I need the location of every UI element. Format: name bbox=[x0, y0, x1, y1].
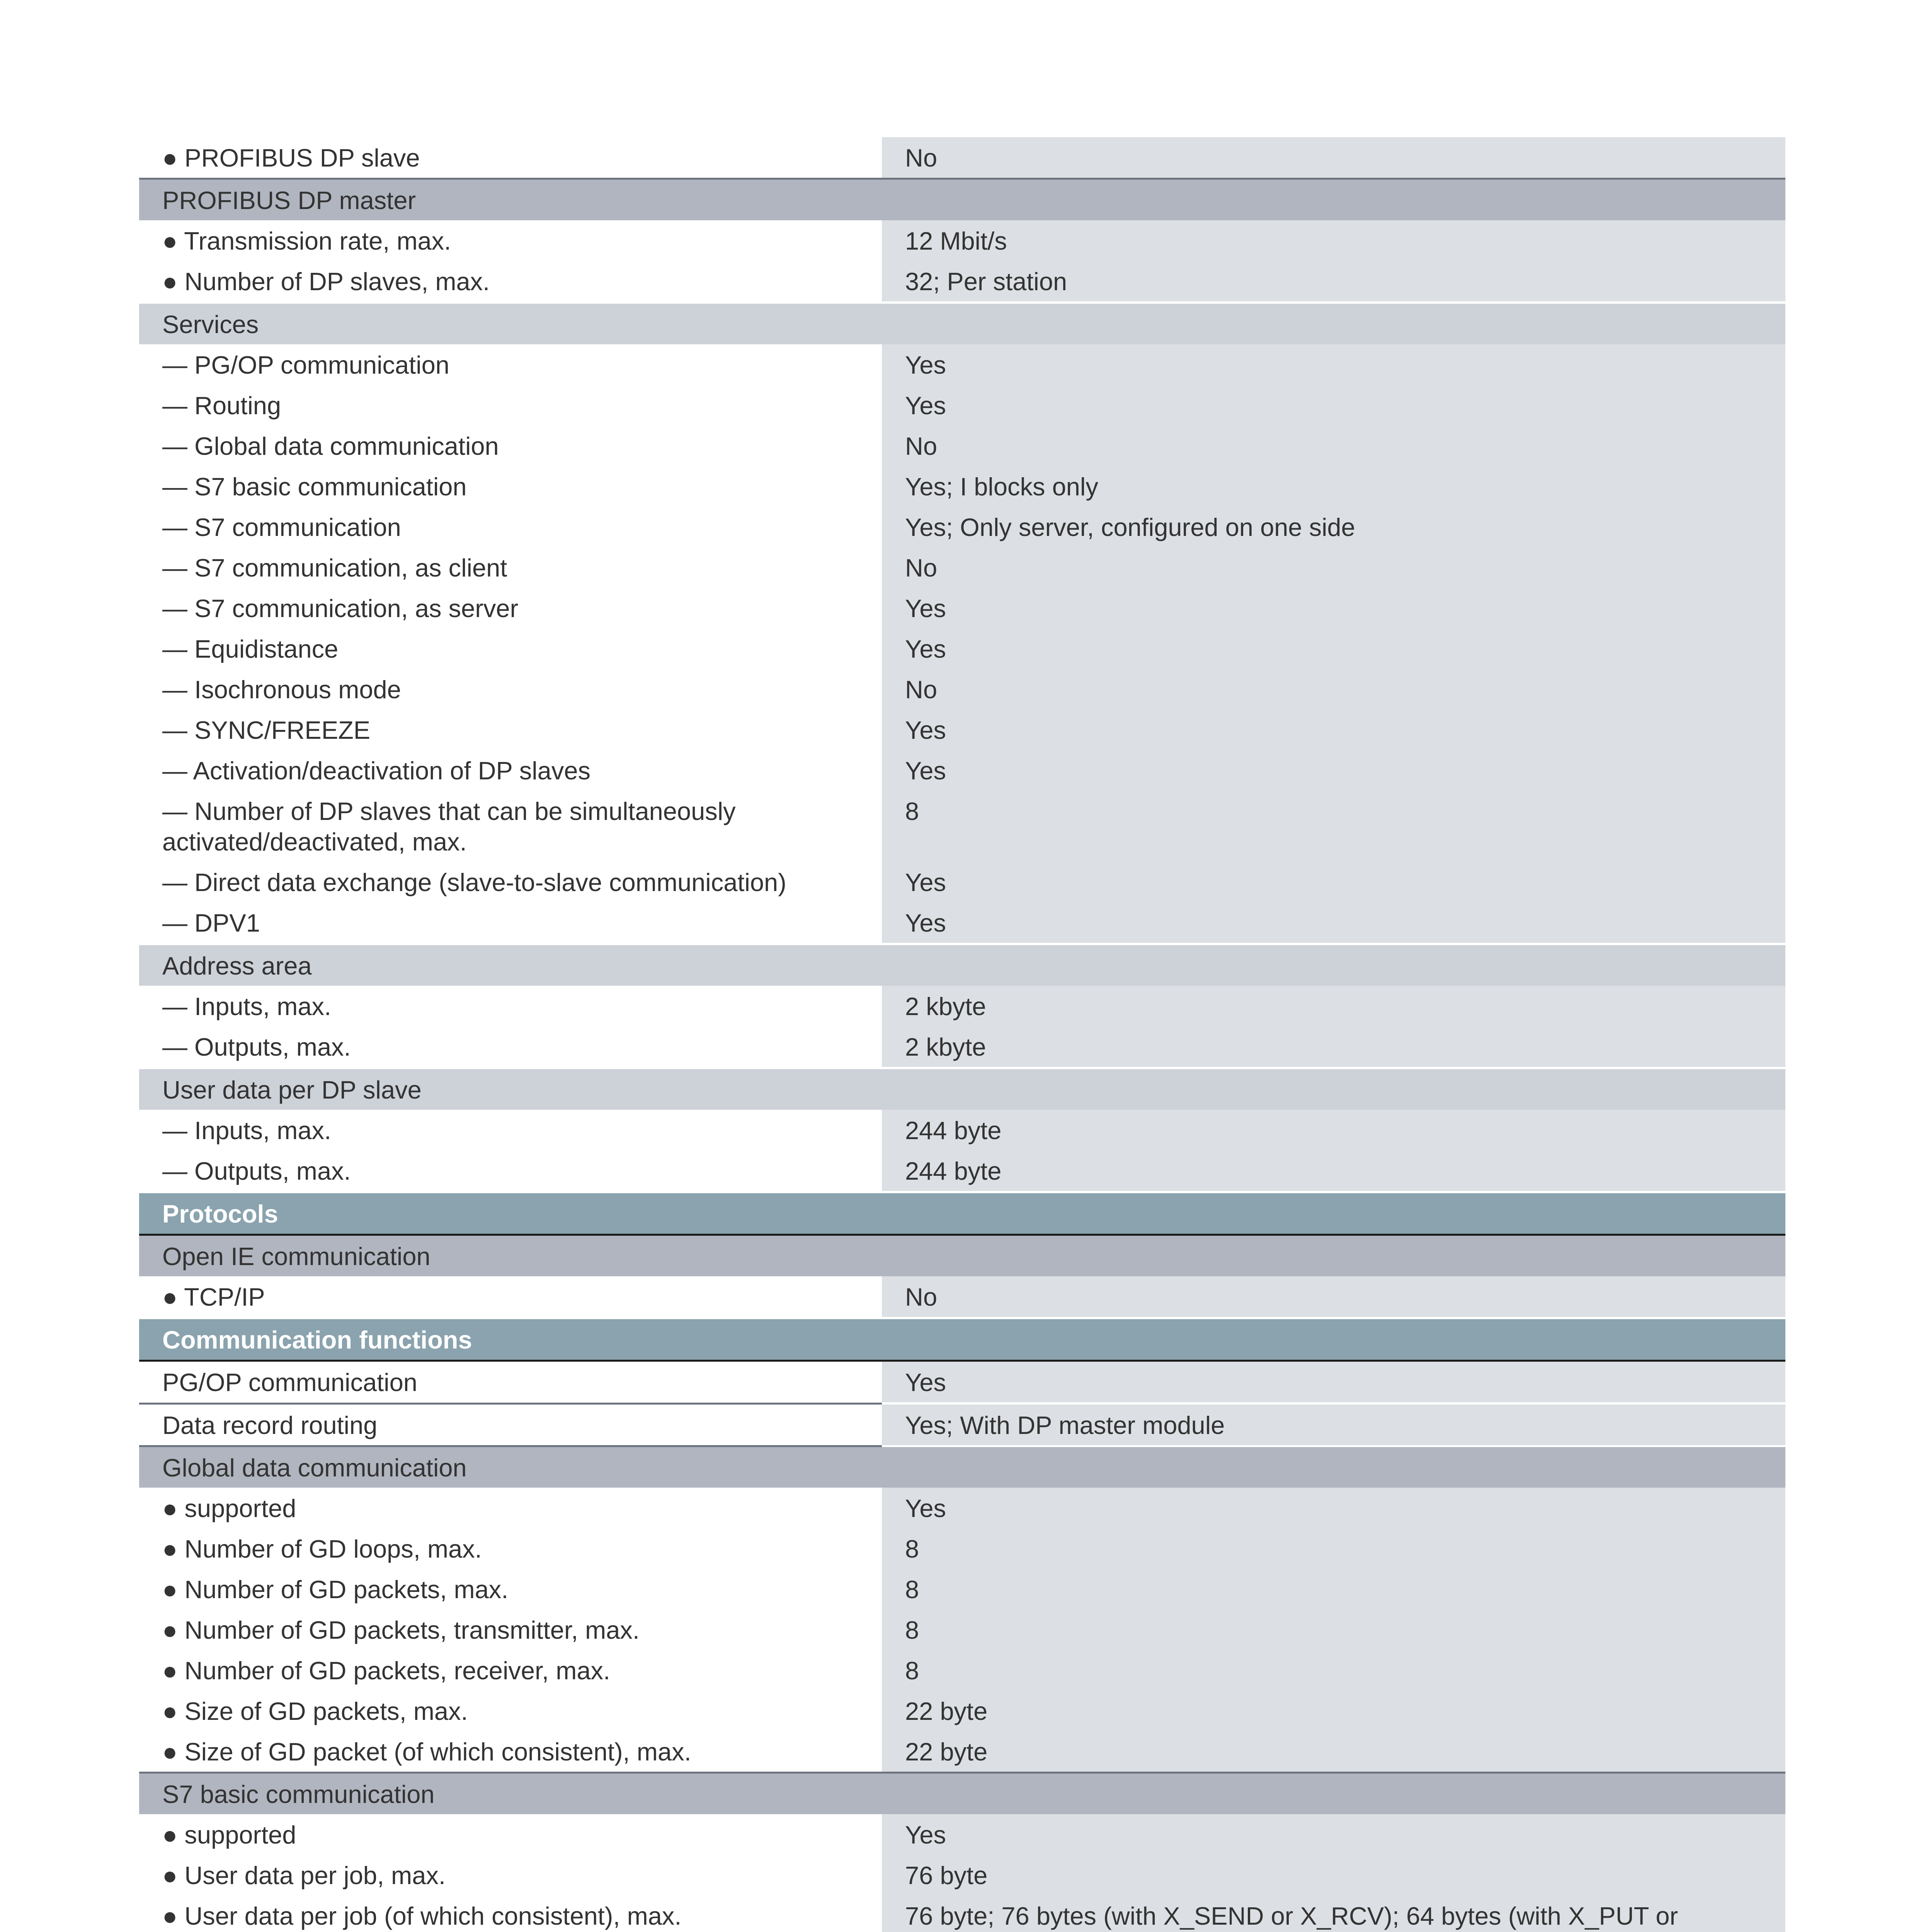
spec-label: — Outputs, max. bbox=[139, 1150, 882, 1192]
spec-label: ● Number of GD packets, receiver, max. bbox=[139, 1650, 882, 1690]
spec-row bbox=[139, 709, 1785, 750]
spec-value: Yes bbox=[882, 750, 1785, 791]
spec-label: — PG/OP communication bbox=[139, 344, 882, 385]
spec-row bbox=[139, 1569, 1785, 1609]
spec-label: Data record routing bbox=[139, 1403, 882, 1446]
spec-row bbox=[139, 750, 1785, 791]
spec-label: — Number of DP slaves that can be simultaneously activated/deactivated, max. bbox=[139, 791, 882, 862]
spec-row bbox=[139, 1731, 1785, 1773]
spec-label: ● PROFIBUS DP slave bbox=[139, 137, 882, 179]
spec-value: 244 byte bbox=[882, 1150, 1785, 1192]
spec-row bbox=[139, 385, 1785, 425]
spec-row bbox=[139, 986, 1785, 1026]
spec-value: Yes bbox=[882, 1361, 1785, 1404]
spec-label: ● supported bbox=[139, 1488, 882, 1528]
spec-label: — Outputs, max. bbox=[139, 1026, 882, 1068]
spec-row bbox=[139, 669, 1785, 709]
header-label: Address area bbox=[139, 944, 1785, 986]
spec-value: Yes; Only server, configured on one side bbox=[882, 507, 1785, 547]
spec-label: — SYNC/FREEZE bbox=[139, 709, 882, 750]
spec-table bbox=[139, 137, 1785, 1932]
spec-value: Yes bbox=[882, 588, 1785, 628]
group-header bbox=[139, 179, 1785, 221]
spec-value: No bbox=[882, 425, 1785, 466]
spec-row bbox=[139, 507, 1785, 547]
spec-label: — Isochronous mode bbox=[139, 669, 882, 709]
spec-value: 12 Mbit/s bbox=[882, 220, 1785, 261]
subgroup-header bbox=[139, 944, 1785, 986]
spec-label: — Inputs, max. bbox=[139, 1110, 882, 1150]
spec-value: No bbox=[882, 669, 1785, 709]
spec-row bbox=[139, 547, 1785, 588]
spec-value: 244 byte bbox=[882, 1110, 1785, 1150]
spec-label: ● Size of GD packets, max. bbox=[139, 1690, 882, 1731]
header-label: Services bbox=[139, 303, 1785, 344]
spec-label: — Inputs, max. bbox=[139, 986, 882, 1026]
header-label: User data per DP slave bbox=[139, 1068, 1785, 1110]
spec-label: — Direct data exchange (slave-to-slave communication) bbox=[139, 862, 882, 902]
spec-row bbox=[139, 425, 1785, 466]
header-label: PROFIBUS DP master bbox=[139, 179, 1785, 221]
spec-label: — Global data communication bbox=[139, 425, 882, 466]
spec-label: ● User data per job, max. bbox=[139, 1855, 882, 1895]
spec-label: — S7 communication, as client bbox=[139, 547, 882, 588]
spec-row bbox=[139, 220, 1785, 261]
spec-value: 2 kbyte bbox=[882, 986, 1785, 1026]
spec-value: Yes bbox=[882, 1488, 1785, 1528]
spec-label: — Routing bbox=[139, 385, 882, 425]
spec-row bbox=[139, 1528, 1785, 1569]
spec-value: 76 byte; 76 bytes (with X_SEND or X_RCV); 64 bytes (with X_PUT or bbox=[882, 1895, 1785, 1932]
spec-row bbox=[139, 261, 1785, 303]
spec-value: Yes bbox=[882, 902, 1785, 944]
spec-value: 8 bbox=[882, 1528, 1785, 1569]
spec-label: — S7 basic communication bbox=[139, 466, 882, 507]
spec-value: 8 bbox=[882, 791, 1785, 862]
spec-value: 32; Per station bbox=[882, 261, 1785, 303]
group-header bbox=[139, 1235, 1785, 1277]
spec-label: ● Number of GD packets, max. bbox=[139, 1569, 882, 1609]
spec-row bbox=[139, 588, 1785, 628]
spec-row bbox=[139, 1276, 1785, 1318]
spec-label: — DPV1 bbox=[139, 902, 882, 944]
header-label: Open IE communication bbox=[139, 1235, 1785, 1277]
spec-label: — S7 communication, as server bbox=[139, 588, 882, 628]
spec-label: — Equidistance bbox=[139, 628, 882, 669]
spec-value: 76 byte bbox=[882, 1855, 1785, 1895]
header-label: Protocols bbox=[139, 1192, 1785, 1235]
spec-value: Yes bbox=[882, 709, 1785, 750]
header-label: S7 basic communication bbox=[139, 1773, 1785, 1815]
section-header bbox=[139, 1192, 1785, 1235]
spec-row bbox=[139, 1026, 1785, 1068]
spec-row bbox=[139, 1895, 1785, 1932]
spec-value: Yes bbox=[882, 344, 1785, 385]
spec-value: No bbox=[882, 547, 1785, 588]
group-header bbox=[139, 1773, 1785, 1815]
spec-row bbox=[139, 1150, 1785, 1192]
spec-label: ● TCP/IP bbox=[139, 1276, 882, 1318]
spec-value: Yes bbox=[882, 862, 1785, 902]
spec-row bbox=[139, 862, 1785, 902]
spec-value: No bbox=[882, 137, 1785, 179]
spec-row bbox=[139, 466, 1785, 507]
spec-value: Yes bbox=[882, 1814, 1785, 1855]
spec-label: ● Size of GD packet (of which consistent), max. bbox=[139, 1731, 882, 1773]
spec-value: Yes bbox=[882, 628, 1785, 669]
spec-value: 8 bbox=[882, 1609, 1785, 1650]
spec-value: 8 bbox=[882, 1650, 1785, 1690]
spec-row bbox=[139, 1110, 1785, 1150]
spec-value: Yes; I blocks only bbox=[882, 466, 1785, 507]
spec-row bbox=[139, 1609, 1785, 1650]
spec-label: — Activation/deactivation of DP slaves bbox=[139, 750, 882, 791]
subgroup-header bbox=[139, 303, 1785, 344]
spec-label: ● Number of DP slaves, max. bbox=[139, 261, 882, 303]
spec-label: — S7 communication bbox=[139, 507, 882, 547]
header-label: Communication functions bbox=[139, 1318, 1785, 1361]
spec-row bbox=[139, 1361, 1785, 1404]
spec-row bbox=[139, 1650, 1785, 1690]
subgroup-header bbox=[139, 1068, 1785, 1110]
spec-label: ● User data per job (of which consistent), max. bbox=[139, 1895, 882, 1932]
spec-label: ● supported bbox=[139, 1814, 882, 1855]
spec-row bbox=[139, 1814, 1785, 1855]
spec-label: ● Number of GD loops, max. bbox=[139, 1528, 882, 1569]
spec-label: ● Transmission rate, max. bbox=[139, 220, 882, 261]
spec-value: Yes bbox=[882, 385, 1785, 425]
spec-row bbox=[139, 137, 1785, 179]
spec-row bbox=[139, 902, 1785, 944]
spec-value: No bbox=[882, 1276, 1785, 1318]
spec-row bbox=[139, 1855, 1785, 1895]
spec-value: 22 byte bbox=[882, 1731, 1785, 1773]
spec-label: PG/OP communication bbox=[139, 1361, 882, 1404]
section-header bbox=[139, 1318, 1785, 1361]
spec-value: Yes; With DP master module bbox=[882, 1403, 1785, 1446]
spec-row bbox=[139, 1403, 1785, 1446]
spec-value: 22 byte bbox=[882, 1690, 1785, 1731]
spec-row bbox=[139, 1690, 1785, 1731]
spec-row bbox=[139, 344, 1785, 385]
spec-row bbox=[139, 791, 1785, 862]
spec-row bbox=[139, 628, 1785, 669]
spec-value: 8 bbox=[882, 1569, 1785, 1609]
header-label: Global data communication bbox=[139, 1446, 1785, 1488]
spec-value: 2 kbyte bbox=[882, 1026, 1785, 1068]
spec-label: ● Number of GD packets, transmitter, max. bbox=[139, 1609, 882, 1650]
group-header bbox=[139, 1446, 1785, 1488]
spec-table-body bbox=[139, 137, 1785, 1932]
spec-row bbox=[139, 1488, 1785, 1528]
